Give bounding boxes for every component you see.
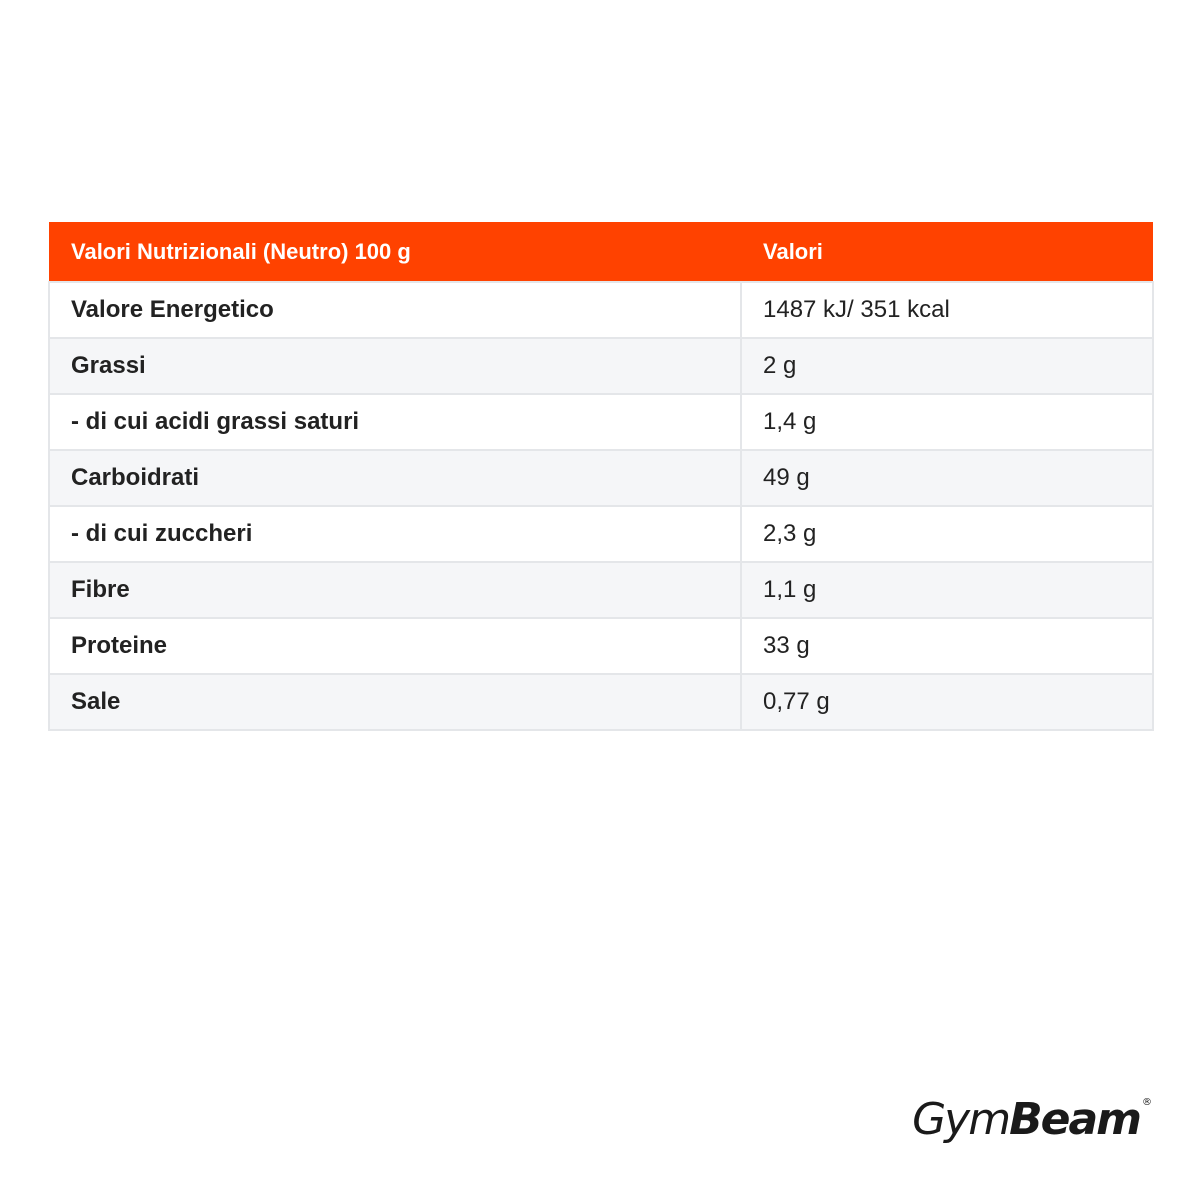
nutrient-label: Fibre (49, 562, 741, 618)
table-row (49, 562, 1153, 618)
nutrient-label: Valore Energetico (49, 282, 741, 338)
nutrient-value: 1,4 g (741, 394, 1153, 450)
header-nutrient: Valori Nutrizionali (Neutro) 100 g (49, 222, 741, 282)
nutrient-value: 1,1 g (741, 562, 1153, 618)
gymbeam-logo (912, 1094, 1152, 1145)
nutrient-value: 2 g (741, 338, 1153, 394)
nutrient-label: Sale (49, 674, 741, 730)
nutrient-label: - di cui zuccheri (49, 506, 741, 562)
table-row (49, 450, 1153, 506)
nutrient-value: 33 g (741, 618, 1153, 674)
nutrient-value: 2,3 g (741, 506, 1153, 562)
nutrient-label: Grassi (49, 338, 741, 394)
table-row (49, 338, 1153, 394)
logo-text-light: Gym (912, 1094, 1010, 1145)
nutrient-label: Carboidrati (49, 450, 741, 506)
table-header-row (49, 222, 1153, 282)
header-value: Valori (741, 222, 1153, 282)
nutrient-value: 1487 kJ/ 351 kcal (741, 282, 1153, 338)
table-row (49, 394, 1153, 450)
nutrition-table (48, 222, 1154, 731)
table-row (49, 506, 1153, 562)
nutrient-value: 0,77 g (741, 674, 1153, 730)
nutrient-label: Proteine (49, 618, 741, 674)
nutrient-label: - di cui acidi grassi saturi (49, 394, 741, 450)
table-row (49, 282, 1153, 338)
logo-text-bold: Beam (1009, 1094, 1140, 1145)
nutrient-value: 49 g (741, 450, 1153, 506)
registered-mark: ® (1142, 1097, 1152, 1108)
table-row (49, 618, 1153, 674)
table-row (49, 674, 1153, 730)
